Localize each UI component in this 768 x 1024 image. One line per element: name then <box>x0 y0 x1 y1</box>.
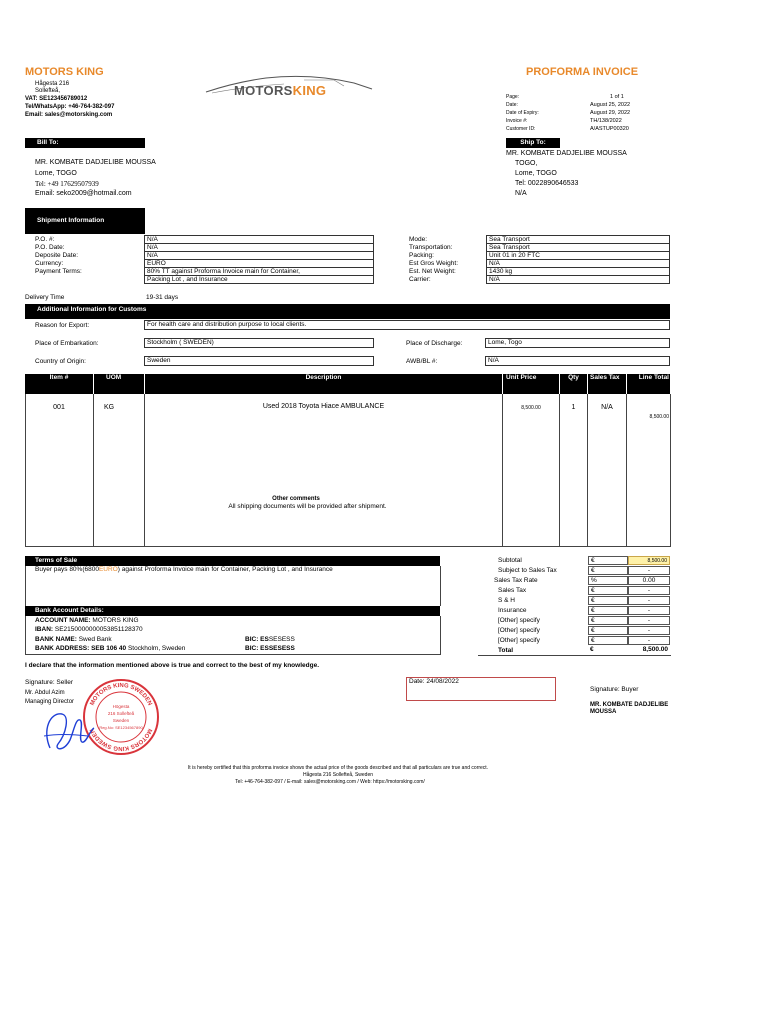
totals-currency: € <box>588 566 628 575</box>
shipment-right-value: N/A <box>486 259 670 268</box>
footer-line2: Hågesta 216 Sollefteå, Sweden <box>302 772 374 778</box>
totals-currency: € <box>588 556 628 565</box>
shipment-left-value: EURO <box>144 259 374 268</box>
invoice-meta-row <box>506 126 656 134</box>
discharge-value: Lome, Togo <box>485 338 670 348</box>
bank-address-label: BANK ADDRESS: SEB 106 40 <box>35 645 127 652</box>
embarkation-label: Place of Embarkation: <box>35 340 99 347</box>
totals-currency: € <box>588 606 628 615</box>
col-uom: UOM <box>94 374 144 394</box>
invoice-meta-label: Date of Expiry: <box>506 110 539 116</box>
shipment-left-label: P.O. Date: <box>35 244 65 251</box>
seller-title: Managing Director <box>25 699 75 705</box>
shipment-right-value: Sea Transport <box>486 235 670 244</box>
shipment-right-label: Carrier: <box>409 276 431 283</box>
shipment-left-label: P.O. #: <box>35 236 55 243</box>
bank-account-label: ACCOUNT NAME: <box>35 617 91 624</box>
totals-value: - <box>628 636 670 645</box>
shipment-right-label: Est. Net Weight: <box>409 268 456 275</box>
logo-text-motors: MOTORS <box>234 83 293 98</box>
row-tax: N/A <box>601 404 613 411</box>
shipment-right-value: Unit 01 in 20 FTC <box>486 251 670 260</box>
totals-value: 0.00 <box>628 576 670 585</box>
seller-signature-label: Signature: Seller <box>25 679 74 686</box>
totals-value: 8,500.00 <box>642 646 668 653</box>
totals-label: [Other] specify <box>498 637 540 644</box>
col-description: Description <box>145 374 502 394</box>
invoice-meta-value: 1 of 1 <box>610 94 624 100</box>
company-address2: Sollefteå, <box>35 88 61 94</box>
comments-title: Other comments <box>272 496 320 502</box>
invoice-meta-row <box>506 102 656 110</box>
bank-address-row <box>35 645 185 652</box>
reason-value: For health care and distribution purpose to local clients. <box>144 320 670 330</box>
bank-account-row <box>35 617 139 624</box>
row-unit-price: 8,500.00 <box>521 405 541 411</box>
delivery-time-label: Delivery Time <box>25 294 65 301</box>
row-qty: 1 <box>571 404 576 411</box>
totals-label: Sales Tax Rate <box>494 577 538 584</box>
seller-name: Mr. Abdul Azim <box>25 690 65 696</box>
bank-bic2-row <box>245 645 295 652</box>
shipment-left-value: Packing Lot , and Insurance <box>144 275 374 284</box>
totals-value: - <box>628 616 670 625</box>
company-name: MOTORS KING <box>25 66 104 78</box>
totals-label: Insurance <box>498 607 527 614</box>
stamp-top-text: MOTORS KING SWEDEN <box>89 682 153 707</box>
comments-text: All shipping documents will be provided after shipment. <box>228 503 387 510</box>
bank-name-value: Swed Bank <box>78 636 112 643</box>
invoice-meta-value: TH/138/2022 <box>590 118 622 124</box>
company-vat: VAT: SE123456789012 <box>25 96 88 102</box>
totals-value: - <box>628 606 670 615</box>
bank-iban-label: IBAN: <box>35 626 54 633</box>
totals-label: Subtotal <box>498 557 522 564</box>
invoice-meta-row <box>506 110 656 118</box>
terms-currency: EURO <box>98 566 118 573</box>
shipment-left-label: Currency: <box>35 260 64 267</box>
buyer-signature-label: Signature: Buyer <box>590 686 639 693</box>
stamp-bottom-text: MOTORS KING SWEDEN <box>89 727 153 752</box>
shipment-right-label: Est Gros Weight: <box>409 260 459 267</box>
shipment-left-value: N/A <box>144 243 374 252</box>
totals-label: Subject to Sales Tax <box>498 567 557 574</box>
col-sales-tax: Sales Tax <box>588 374 626 394</box>
footer-line1: It is hereby certified that this proforma invoice shows the actual price of the goods described and that all particulars are true and correct. <box>187 765 489 771</box>
shipment-left-label: Payment Terms: <box>35 268 82 275</box>
terms-text-b: ) against Proforma Invoice main for Container, Packing Lot , and Insurance <box>117 566 333 573</box>
stamp-line2: 216 Sollefteå <box>107 711 135 716</box>
totals-currency: € <box>588 616 628 625</box>
bank-name-label: BANK NAME: <box>35 636 77 643</box>
bank-address-value: Stockholm, Sweden <box>127 645 186 652</box>
totals-currency: € <box>588 636 628 645</box>
bank-bic2-value: ESSESESS <box>260 645 295 652</box>
reason-label: Reason for Export: <box>35 322 90 329</box>
embarkation-value: Stockholm ( SWEDEN) <box>144 338 374 348</box>
col-unit-price: Unit Price <box>503 374 559 394</box>
shipment-left-value: 80% TT against Proforma Invoice main for Container, <box>144 267 374 276</box>
shipment-right-value: N/A <box>486 275 670 284</box>
delivery-time-value: 19-31 days <box>146 294 179 301</box>
row-line-total: 8,500.00 <box>649 414 669 420</box>
bank-name-row <box>35 636 112 643</box>
totals-currency: € <box>588 596 628 605</box>
seller-handwritten-signature <box>40 700 110 756</box>
awb-label: AWB/BL #: <box>406 358 438 365</box>
totals-value: 8,500.00 <box>628 556 670 565</box>
buyer-name-1: MR. KOMBATE DADJELIBE <box>590 702 669 708</box>
invoice-meta-row <box>506 94 656 102</box>
bank-bic-value: SESESS <box>268 636 295 643</box>
discharge-label: Place of Discharge: <box>406 340 463 347</box>
shipment-left-label: Deposite Date: <box>35 252 78 259</box>
company-logo <box>204 72 376 102</box>
shipment-right-label: Transportation: <box>409 244 453 251</box>
totals-value: - <box>628 586 670 595</box>
ship-to-name: MR. KOMBATE DADJELIBE MOUSSA <box>506 150 627 157</box>
bank-iban-row <box>35 626 143 633</box>
shipment-right-label: Packing: <box>409 252 434 259</box>
totals-label: [Other] specify <box>498 627 540 634</box>
bill-to-heading: Bill To: <box>25 138 145 148</box>
bill-to-email: Email: seko2009@hotmail.com <box>35 190 132 197</box>
ship-to-extra: N/A <box>515 190 527 197</box>
declaration: I declare that the information mentioned above is true and correct to the best of my knowledge. <box>25 662 319 669</box>
company-email: sales@motorsking.com <box>44 112 113 118</box>
stamp-line1: Högesta <box>112 704 130 709</box>
shipment-left-value: N/A <box>144 235 374 244</box>
company-email-row <box>25 112 112 118</box>
totals-value: - <box>628 596 670 605</box>
shipment-right-value: Sea Transport <box>486 243 670 252</box>
totals-label: Sales Tax <box>498 587 527 594</box>
totals-currency: € <box>588 586 628 595</box>
footer-line3: Tel: +46-764-382-097 / E-mail: sales@motorsking.com / Web: https://motorsking.com/ <box>235 779 425 785</box>
col-item: Item # <box>25 374 93 394</box>
customs-rule <box>25 318 670 319</box>
ship-to-tel: Tel: 0022890646533 <box>515 180 579 187</box>
company-email-label: Email: <box>25 112 44 118</box>
origin-value: Sweden <box>144 356 374 366</box>
shipment-heading: Shipment Information <box>25 208 145 234</box>
terms-text-a: Buyer pays 80%(6800 <box>35 566 99 573</box>
stamp-line4: Reg.No: SE1234567890 <box>99 725 143 730</box>
invoice-meta-label: Customer ID: <box>506 126 536 132</box>
shipment-right-value: 1430 kg <box>486 267 670 276</box>
shipment-right-label: Mode: <box>409 236 428 243</box>
totals-currency: € <box>590 646 594 653</box>
origin-label: Country of Origin: <box>35 358 86 365</box>
bank-heading: Bank Account Details: <box>25 606 440 616</box>
customs-heading: Additional Information for Customs <box>25 304 670 318</box>
terms-heading: Terms of Sale <box>25 556 440 566</box>
col-qty: Qty <box>560 374 587 394</box>
totals-label: Total <box>498 647 514 654</box>
ship-to-heading: Ship To: <box>506 138 560 148</box>
awb-value: N/A <box>485 356 670 366</box>
shipment-left-value: N/A <box>144 251 374 260</box>
invoice-meta-row <box>506 118 656 126</box>
invoice-meta-value: A/ASTUP00320 <box>590 126 629 132</box>
bank-account-value: MOTORS KING <box>92 617 139 624</box>
totals-currency: € <box>588 626 628 635</box>
signature-date-box <box>406 677 556 701</box>
terms-text <box>35 566 333 573</box>
bank-bic-label: BIC: ES <box>245 636 269 643</box>
bill-to-name: MR. KOMBATE DADJELIBE MOUSSA <box>35 159 156 166</box>
totals-label: S & H <box>498 597 515 604</box>
invoice-meta-label: Page: <box>506 94 520 100</box>
invoice-title: PROFORMA INVOICE <box>526 66 639 78</box>
bank-bic2-label: BIC: <box>245 645 259 652</box>
signature-date: Date: 24/08/2022 <box>409 678 459 685</box>
row-description: Used 2018 Toyota Hiace AMBULANCE <box>262 403 385 410</box>
invoice-meta-label: Date: <box>506 102 518 108</box>
totals-currency: % <box>588 576 628 585</box>
invoice-meta-value: August 29, 2022 <box>590 110 631 116</box>
logo-text-king: KING <box>292 83 327 98</box>
totals-label: [Other] specify <box>498 617 540 624</box>
company-address1: Hågesta 216 <box>35 81 70 87</box>
bank-iban-value: SE2150000000053851128370 <box>54 626 143 633</box>
col-line-total: Line Total <box>627 374 670 394</box>
bill-to-city: Lome, TOGO <box>35 170 77 177</box>
bank-bic-row <box>245 636 295 643</box>
ship-to-city: Lome, TOGO <box>515 170 557 177</box>
company-phone: Tel/WhatsApp: +46-764-382-097 <box>25 104 115 110</box>
totals-value: - <box>628 626 670 635</box>
row-item: 001 <box>53 404 65 411</box>
row-uom: KG <box>103 404 115 411</box>
stamp-line3: Sweden <box>112 718 130 723</box>
totals-rule <box>478 655 671 656</box>
invoice-meta-label: Invoice #: <box>506 118 528 124</box>
invoice-meta-value: August 25, 2022 <box>590 102 631 108</box>
buyer-name-2: MOUSSA <box>590 709 617 715</box>
bill-to-tel: Tel: +49 17629507939 <box>35 180 99 188</box>
totals-value: - <box>628 566 670 575</box>
ship-to-country: TOGO, <box>515 160 538 167</box>
signature-scribble-icon <box>40 700 110 756</box>
